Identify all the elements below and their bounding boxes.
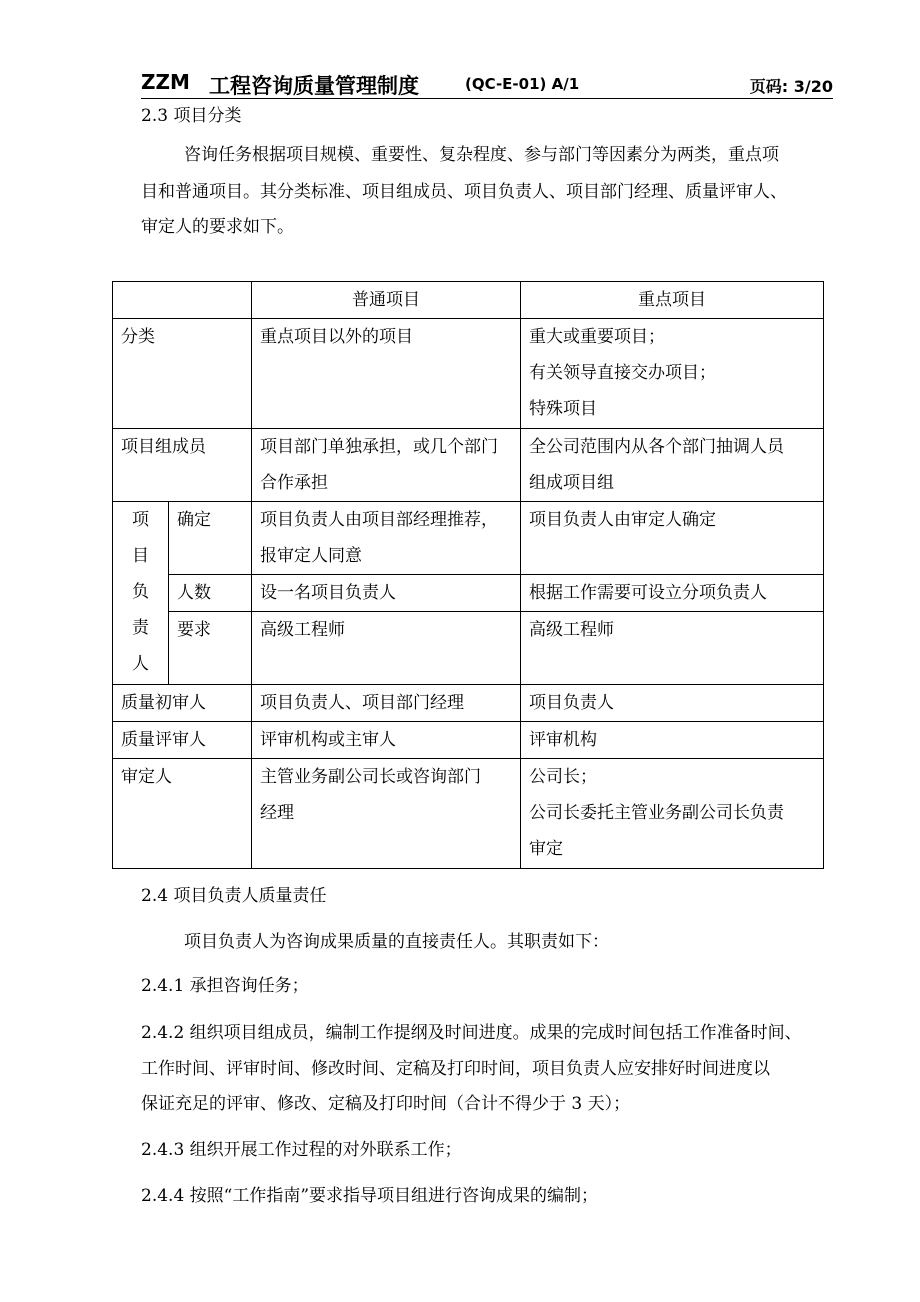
cell-approver-normal: 主管业务副公司长或咨询部门 经理: [252, 759, 521, 869]
row-group-label-leader: 项 目 负 责 人: [113, 502, 169, 685]
row-label-count: 人数: [169, 575, 252, 612]
table-row: [113, 429, 824, 502]
section-2-4-intro: 项目负责人为咨询成果质量的直接责任人。其职责如下：: [184, 932, 609, 952]
row-label-reviewer: 质量评审人: [113, 722, 252, 759]
company-code: ZZM: [141, 70, 190, 94]
section-2-3-heading: 2.3 项目分类: [141, 106, 242, 126]
table-row: [113, 685, 824, 722]
cell-members-key: 全公司范围内从各个部门抽调人员 组成项目组: [521, 429, 824, 502]
col-header-key: 重点项目: [521, 282, 824, 319]
cell-approver-key: 公司长； 公司长委托主管业务副公司长负责 审定: [521, 759, 824, 869]
document-version: (QC-E-01) A/1: [465, 75, 580, 93]
page-header: [141, 66, 833, 99]
row-label-classify: 分类: [113, 319, 252, 429]
col-header-normal: 普通项目: [252, 282, 521, 319]
section-2-4-heading: 2.4 项目负责人质量责任: [141, 886, 327, 906]
classification-table: [112, 281, 824, 869]
table-row: [113, 319, 824, 429]
table-row: [113, 502, 824, 575]
section-2-3-para-line-1: 咨询任务根据项目规模、重要性、复杂程度、参与部门等因素分为两类，重点项: [184, 145, 779, 165]
item-2-4-2-line-3: 保证充足的评审、修改、定稿及打印时间（合计不得少于 3 天）；: [141, 1094, 631, 1114]
table-row: [113, 759, 824, 869]
cell-initial-normal: 项目负责人、项目部门经理: [252, 685, 521, 722]
cell-reviewer-normal: 评审机构或主审人: [252, 722, 521, 759]
cell-require-normal: 高级工程师: [252, 612, 521, 685]
cell-require-key: 高级工程师: [521, 612, 824, 685]
item-2-4-2-line-2: 工作时间、评审时间、修改时间、定稿及打印时间，项目负责人应安排好时间进度以: [141, 1059, 770, 1079]
row-label-initial: 质量初审人: [113, 685, 252, 722]
row-label-require: 要求: [169, 612, 252, 685]
section-2-3-para-line-2: 目和普通项目。其分类标准、项目组成员、项目负责人、项目部门经理、质量评审人、: [141, 182, 787, 202]
cell-reviewer-key: 评审机构: [521, 722, 824, 759]
cell-count-normal: 设一名项目负责人: [252, 575, 521, 612]
document-title: 工程咨询质量管理制度: [209, 74, 419, 98]
cell-classify-key: 重大或重要项目； 有关领导直接交办项目； 特殊项目: [521, 319, 824, 429]
item-2-4-3: 2.4.3 组织开展工作过程的对外联系工作；: [141, 1140, 462, 1160]
table-header-row: [113, 282, 824, 319]
item-2-4-4: 2.4.4 按照“工作指南”要求指导项目组进行咨询成果的编制；: [141, 1186, 599, 1206]
cell-initial-key: 项目负责人: [521, 685, 824, 722]
page-number: 页码: 3/20: [749, 77, 833, 96]
cell-classify-normal: 重点项目以外的项目: [252, 319, 521, 429]
section-2-3-para-line-3: 审定人的要求如下。: [141, 217, 294, 237]
row-label-determine: 确定: [169, 502, 252, 575]
row-label-members: 项目组成员: [113, 429, 252, 502]
cell-determine-normal: 项目负责人由项目部经理推荐， 报审定人同意: [252, 502, 521, 575]
table-row: [113, 722, 824, 759]
table-row: [113, 575, 824, 612]
row-label-approver: 审定人: [113, 759, 252, 869]
cell-determine-key: 项目负责人由审定人确定: [521, 502, 824, 575]
table-corner-cell: [113, 282, 252, 319]
table-row: [113, 612, 824, 685]
cell-members-normal: 项目部门单独承担，或几个部门 合作承担: [252, 429, 521, 502]
item-2-4-1: 2.4.1 承担咨询任务；: [141, 976, 309, 996]
item-2-4-2-line-1: 2.4.2 组织项目组成员，编制工作提纲及时间进度。成果的完成时间包括工作准备时间、: [141, 1023, 802, 1043]
cell-count-key: 根据工作需要可设立分项负责人: [521, 575, 824, 612]
